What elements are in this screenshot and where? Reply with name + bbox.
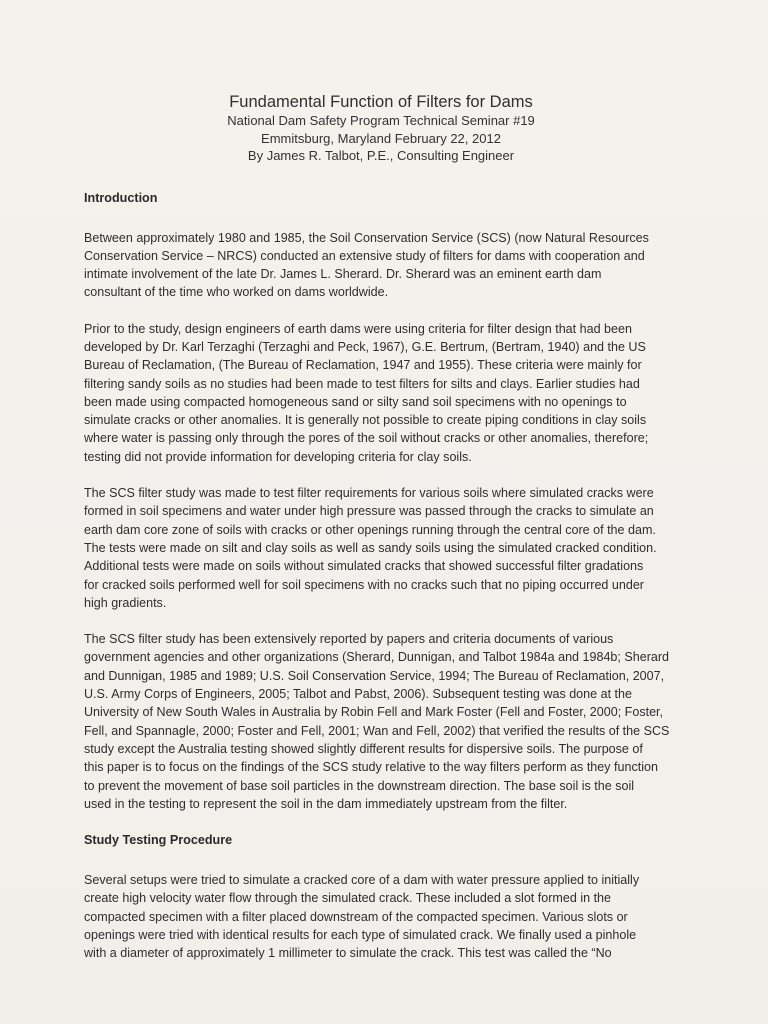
text-line: intimate involvement of the late Dr. James L. Sherard. Dr. Sherard was an eminent earth dam xyxy=(84,267,602,282)
text-line: compacted specimen with a filter placed downstream of the compacted specimen. Various slots or xyxy=(84,909,628,924)
paragraph xyxy=(84,630,698,813)
text-line: where water is passing only through the pores of the soil without cracks or other anomalies, therefore; xyxy=(84,431,649,446)
paragraph xyxy=(84,484,698,612)
text-line: been made using compacted homogeneous sand or silty sand soil specimens with no openings to xyxy=(84,394,627,409)
text-line: Fell, and Spannagle, 2000; Foster and Fell, 2001; Wan and Fell, 2002) that verified the results of the SCS xyxy=(84,723,670,738)
text-line: study except the Australia testing showed slightly different results for dispersive soils. The purpose of xyxy=(84,741,643,756)
document-title: Fundamental Function of Filters for Dams xyxy=(229,93,533,111)
text-line: Prior to the study, design engineers of earth dams were using criteria for filter design that had been xyxy=(84,321,632,336)
section-heading-introduction: Introduction xyxy=(84,190,158,205)
paragraph xyxy=(84,320,698,466)
text-line: Between approximately 1980 and 1985, the Soil Conservation Service (SCS) (now Natural Resources xyxy=(84,230,649,245)
text-line: consultant of the time who worked on dams worldwide. xyxy=(84,285,389,300)
text-line: with a diameter of approximately 1 millimeter to simulate the crack. This test was called the “No xyxy=(84,946,612,961)
text-line: Bureau of Reclamation, (The Bureau of Reclamation, 1947 and 1955). These criteria were mainly for xyxy=(84,358,642,373)
text-line: openings were tried with identical results for each type of simulated crack. We finally used a pinhole xyxy=(84,928,637,942)
text-line: University of New South Wales in Australia by Robin Fell and Mark Foster (Fell and Foster, 2000; Foster, xyxy=(84,705,664,720)
text-line: Conservation Service – NRCS) conducted an extensive study of filters for dams with cooperation and xyxy=(84,248,645,263)
text-line: formed in soil specimens and water under high pressure was passed through the cracks to simulate an xyxy=(84,504,654,519)
paragraph xyxy=(84,871,698,962)
text-line: and Dunnigan, 1985 and 1989; U.S. Soil Conservation Service, 1994; The Bureau of Reclamation, 2007, xyxy=(84,668,665,683)
text-line: used in the testing to represent the soil in the dam immediately upstream from the filter. xyxy=(84,796,568,811)
text-line: government agencies and other organizations (Sherard, Dunnigan, and Talbot 1984a and 1984b; Sherard xyxy=(84,650,670,665)
text-line: to prevent the movement of base soil particles in the downstream direction. The base soil is the soil xyxy=(84,778,635,793)
author-line: By James R. Talbot, P.E., Consulting Engineer xyxy=(247,148,515,163)
seminar-line: National Dam Safety Program Technical Seminar #19 xyxy=(227,113,535,128)
text-line: U.S. Army Corps of Engineers, 2005; Talbot and Pabst, 2006). Subsequent testing was done at the xyxy=(84,687,632,702)
text-line: The SCS filter study was made to test filter requirements for various soils where simulated cracks were xyxy=(84,486,654,501)
section-heading-study-testing-procedure: Study Testing Procedure xyxy=(84,833,233,848)
text-line: filtering sandy soils as no studies had been made to test filters for silts and clays. Earlier studies had xyxy=(84,376,640,391)
text-line: testing did not provide information for developing criteria for clay soils. xyxy=(84,449,472,464)
text-line: for cracked soils performed well for soil specimens with no cracks such that no piping occurred under xyxy=(84,577,644,592)
text-line: The SCS filter study has been extensively reported by papers and criteria documents of various xyxy=(84,632,614,647)
text-line: developed by Dr. Karl Terzaghi (Terzaghi and Peck, 1967), G.E. Bertrum, (Bertram, 1940) and the US xyxy=(84,339,646,354)
text-line: The tests were made on silt and clay soils as well as sandy soils using the simulated cracked condition. xyxy=(84,540,657,555)
text-line: this paper is to focus on the findings of the SCS study relative to the way filters perform as they function xyxy=(84,760,658,775)
text-line: simulate cracks or other anomalies. It is generally not possible to create piping conditions in clay soils xyxy=(84,413,647,428)
document-header xyxy=(84,92,678,165)
paragraph xyxy=(84,229,698,302)
text-line: high gradients. xyxy=(84,595,167,610)
text-line: earth dam core zone of soils with cracks or other openings running through the central core of the dam. xyxy=(84,522,656,537)
text-line: Several setups were tried to simulate a cracked core of a dam with water pressure applied to initially xyxy=(84,873,640,888)
text-line: Additional tests were made on soils without simulated cracks that showed successful filter gradations xyxy=(84,559,644,574)
location-date-line: Emmitsburg, Maryland February 22, 2012 xyxy=(261,130,501,146)
text-line: create high velocity water flow through the simulated crack. These included a slot formed in the xyxy=(84,891,612,906)
